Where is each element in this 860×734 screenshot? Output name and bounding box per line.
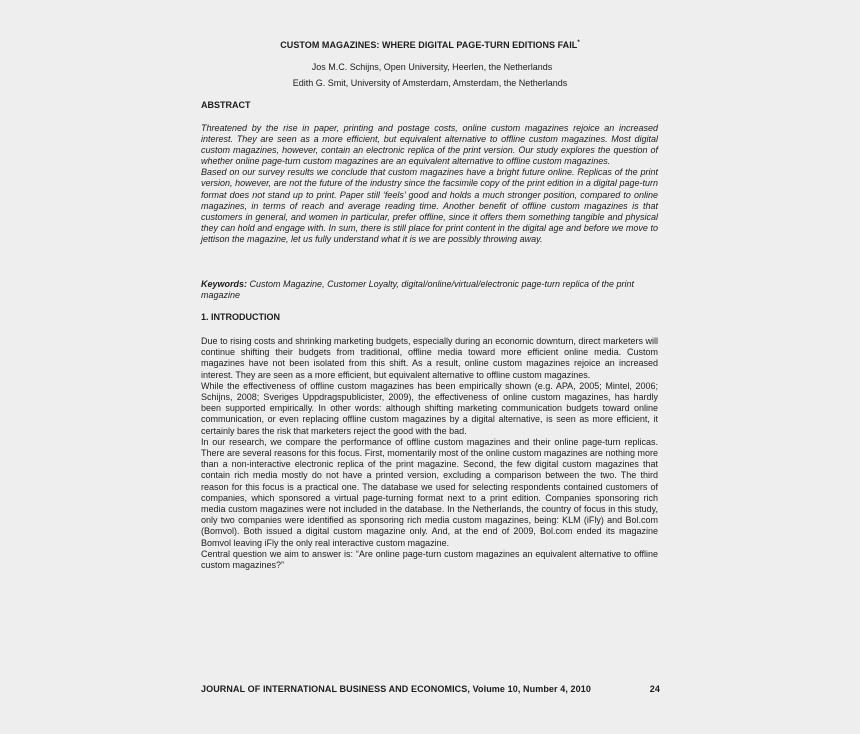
abstract-paragraph: Threatened by the rise in paper, printing and postage costs, online custom magazines rejoice an increased interest. They are seen as a more efficient, but equivalent alternative to offline custom magazines. Most digital custom magazines, however, contain an electronic replica of the print version. Our study explores the question of whether online page-turn custom magazines are an equivalent alternative to offline custom magazines. [201, 123, 658, 167]
intro-paragraph: Central question we aim to answer is: “Are online page-turn custom magazines an equivalent alternative to offline custom magazines?” [201, 548, 658, 571]
keywords-label: Keywords: [201, 279, 248, 289]
intro-paragraph: Due to rising costs and shrinking marketing budgets, especially during an economic downturn, direct marketers will continue shifting their budgets from traditional, offline media toward more efficient online media. Custom magazines have not been isolated from this shift. As a result, online custom magazines rejoice an increased interest. They are seen as a more efficient, but equivalent alternative to offline custom magazines. [201, 336, 658, 380]
author-1: Jos M.C. Schijns, Open University, Heerlen, the Netherlands [311, 62, 553, 72]
introduction-body [201, 336, 658, 571]
page-footer [201, 684, 660, 694]
abstract-body [201, 123, 658, 245]
journal-reference: JOURNAL OF INTERNATIONAL BUSINESS AND ECONOMICS, Volume 10, Number 4, 2010 [201, 684, 591, 694]
keywords [201, 279, 658, 301]
abstract-heading: ABSTRACT [201, 100, 251, 110]
abstract-paragraph: Based on our survey results we conclude that custom magazines have a bright future online. Replicas of the print version, however, are not the future of the industry since the facsimile copy of the print edition in a digital page-turn format does not stand up to print. Paper still ‘feels’ good and holds a much stronger position, compared to online magazines, in terms of reach and average reading time. Another benefit of offline custom magazines is that customers in general, and women in particular, prefer offline, since it offers them something tangible and physical they can hold and engage with. In sum, there is still place for print content in the digital age and before we move to jettison the magazine, let us fully understand what it is we are possibly throwing away. [201, 167, 658, 244]
introduction-heading: 1. INTRODUCTION [201, 312, 281, 322]
title-footnote-mark: * [577, 40, 580, 46]
author-2: Edith G. Smit, University of Amsterdam, Amsterdam, the Netherlands [292, 78, 568, 88]
intro-paragraph: In our research, we compare the performance of offline custom magazines and their online page-turn replicas. There are several reasons for this focus. First, momentarily most of the online custom magazines are nothing more than a non-interactive electronic replica of the print magazine. Second, the few digital custom magazines that contain rich media mostly do not have a printed version, excluding a comparison between the two. The third reason for this focus is a practical one. The database we used for selecting respondents contained customers of companies, which sponsored a virtual page-turning format next to a print edition. Companies sponsoring rich media custom magazines were not included in the database. In the Netherlands, the country of focus in this study, only two companies were identified as sponsoring rich media custom magazines, being: KLM (iFly) and Bol.com (Bomvol). Both issued a digital custom magazine only. And, at the end of 2009, Bol.com ended its magazine Bomvol leaving iFly the only real interactive custom magazine. [201, 436, 658, 548]
paper-title: CUSTOM MAGAZINES: WHERE DIGITAL PAGE-TURN EDITIONS FAIL* [280, 40, 580, 50]
page-number: 24 [649, 684, 660, 694]
intro-paragraph: While the effectiveness of offline custom magazines has been empirically shown (e.g. APA, 2005; Mintel, 2006; Schijns, 2008; Sveriges Uppdragspublicister, 2009), the effectiveness of online custom magazines, has hardly been supported empirically. In other words: although shifting marketing communication budgets toward online communication, or even replacing offline custom magazines by a digital alternative, is seen as more efficient, it certainly bares the risk that marketers reject the good with the bad. [201, 380, 658, 436]
keywords-text: Custom Magazine, Customer Loyalty, digital/online/virtual/electronic page-turn replica of the print magazine [201, 279, 635, 300]
